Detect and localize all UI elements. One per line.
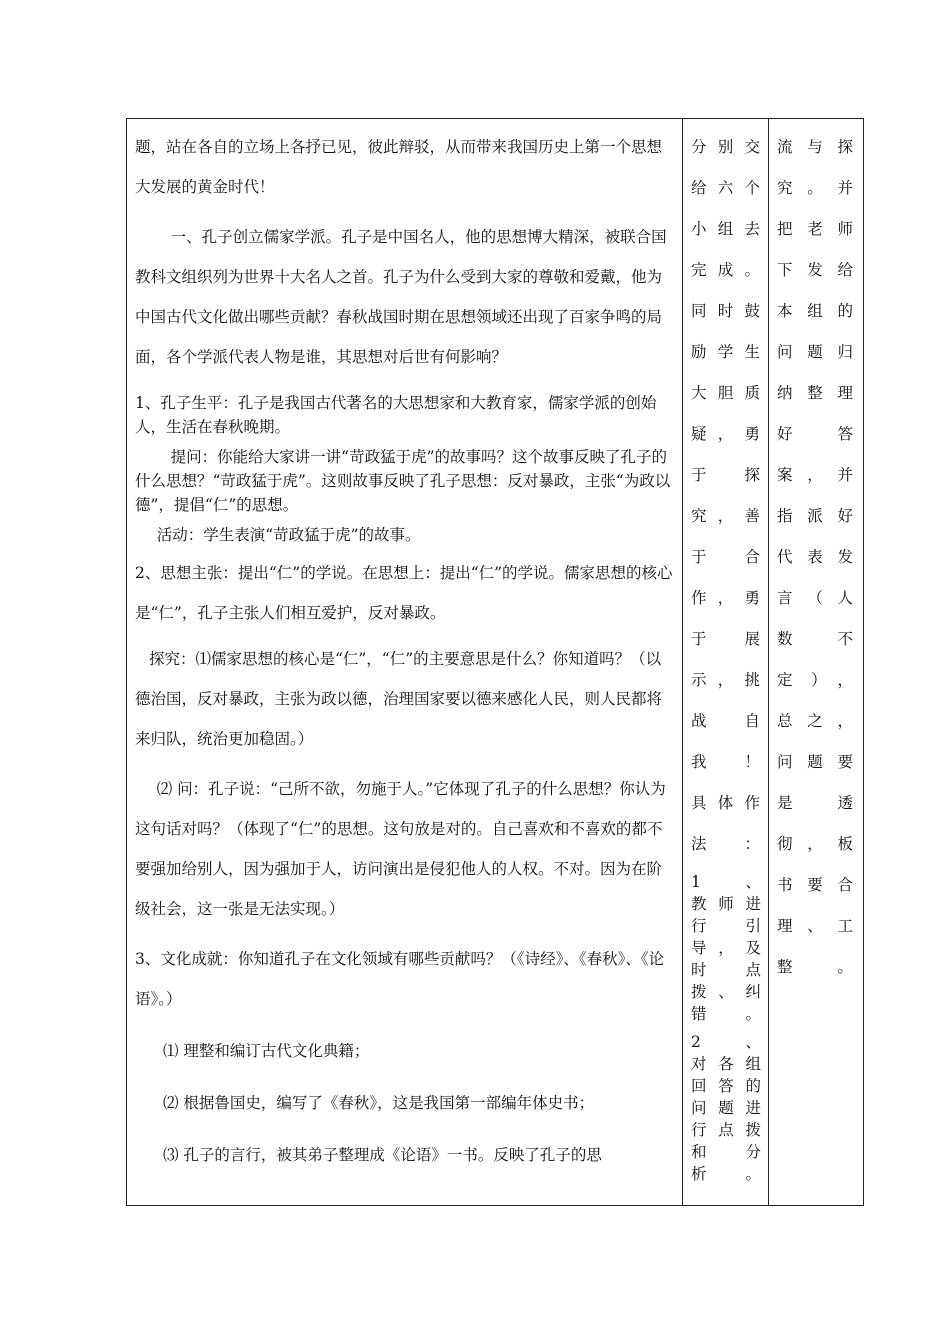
line: 错。 — [691, 1005, 762, 1023]
line: 大胆质 — [691, 384, 762, 402]
line: 纳整理 — [777, 384, 855, 402]
line: 下发给 — [777, 261, 855, 279]
line: 数 不 — [777, 630, 855, 648]
line: 究。并 — [777, 179, 855, 197]
list-item: ⑶ 孔子的言行，被其弟子整理成《论语》一书。反映了孔子的思 — [163, 1146, 602, 1164]
paragraph-thought: 2、思想主张：提出“仁”的学说。在思想上：提出“仁”的学说。儒家思想的核心是“仁”，孔子主张人们相互爱护，反对暴政。 — [135, 564, 673, 622]
line: 拨、纠 — [691, 983, 762, 1001]
line: 同时鼓 — [691, 302, 762, 320]
method-step-two — [691, 1031, 762, 1185]
line: 2 、 — [691, 1033, 762, 1051]
line: 时 点 — [691, 961, 762, 979]
line: 问题进 — [691, 1099, 762, 1117]
line: 于 合 — [691, 548, 762, 566]
list-item: ⑴ 理整和编订古代文化典籍； — [163, 1042, 370, 1060]
paragraph-question-two: ⑵ 问：孔子说：“己所不欲，勿施于人。”它体现了孔子的什么思想？你认为这句话对吗？（体现了“仁”的思想。这句放是对的。自己喜欢和不喜欢的都不要强加给别人，因为强加于人，访问演出是侵犯他人的人权。不对。因为在阶级社会，这一张是无法实现。） — [135, 780, 666, 918]
line: 法： — [691, 835, 762, 853]
list-item: ⑵ 根据鲁国史，编写了《春秋》，这是我国第一部编年体史书； — [163, 1094, 595, 1112]
paragraph-section-one: 一、孔子创立儒家学派。孔子是中国名人，他的思想博大精深，被联合国教科文组织列为世界十大名人之首。孔子为什么受到大家的尊敬和爱戴，他为中国古代文化做出哪些贡献？春秋战国时期在思想领域还出现了百家争鸣的局面，各个学派代表人物是谁，其思想对后世有何影响？ — [135, 228, 667, 366]
line: 于 探 — [691, 466, 762, 484]
line: 完成。 — [691, 261, 762, 279]
line: 给六个 — [691, 179, 762, 197]
line: 示，挑 — [691, 671, 762, 689]
line: 指派好 — [777, 507, 855, 525]
method-step-one — [691, 871, 762, 1025]
paragraph-inquiry: 探究：⑴儒家思想的核心是“仁”，“仁”的主要意思是什么？你知道吗？（以德治国，反对暴政，主张为政以德，治理国家要以德来感化人民，则人民都将来归队，统治更加稳固。） — [135, 650, 663, 748]
line: 导，及 — [691, 939, 762, 957]
line: 问题归 — [777, 343, 855, 361]
line: 疑，勇 — [691, 425, 762, 443]
line: 书要合 — [777, 876, 855, 894]
line: 我！ — [691, 753, 762, 771]
paragraph-intro-continued: 题，站在各自的立场上各抒已见，彼此辩驳，从而带来我国历史上第一个思想大发展的黄金时代！ — [135, 138, 663, 196]
line: 究，善 — [691, 507, 762, 525]
line: 本组的 — [777, 302, 855, 320]
line: 励学生 — [691, 343, 762, 361]
line: 是 透 — [777, 794, 855, 812]
line: 言（人 — [777, 589, 855, 607]
line: 小组去 — [691, 220, 762, 238]
lesson-plan-table — [126, 118, 864, 1206]
paragraph-confucius-life: 1、孔子生平：孔子是我国古代著名的大思想家和大教育家，儒家学派的创始人，生活在春秋晚期。 — [135, 394, 657, 436]
line: 分别交 — [691, 138, 762, 156]
line: 整。 — [777, 958, 855, 976]
line: 流与探 — [777, 138, 855, 156]
line: 回答的 — [691, 1077, 762, 1095]
paragraph-culture: 3、文化成就：你知道孔子在文化领域有哪些贡献吗？（《诗经》、《春秋》、《论语》。） — [135, 950, 665, 1008]
line: 教师进 — [691, 895, 762, 913]
line: 作，勇 — [691, 589, 762, 607]
line: 代表发 — [777, 548, 855, 566]
line: 析。 — [691, 1165, 762, 1183]
line: 1 、 — [691, 873, 762, 891]
line: 行点拨 — [691, 1121, 762, 1139]
line: 好 答 — [777, 425, 855, 443]
line: 和 分 — [691, 1143, 762, 1161]
line: 把老师 — [777, 220, 855, 238]
line: 战 自 — [691, 712, 762, 730]
line: 定）， — [777, 671, 855, 689]
teaching-content-cell — [127, 119, 683, 1206]
line: 理、工 — [777, 917, 855, 935]
student-activity-cell — [769, 119, 864, 1206]
table-row — [127, 119, 864, 1206]
line: 具体作 — [691, 794, 762, 812]
line: 行 引 — [691, 917, 762, 935]
line: 彻，板 — [777, 835, 855, 853]
paragraph-activity: 活动：学生表演“苛政猛于虎”的故事。 — [156, 526, 421, 544]
line: 问题要 — [777, 753, 855, 771]
paragraph-question: 提问：你能给大家讲一讲“苛政猛于虎”的故事吗？这个故事反映了孔子的什么思想？“苛政猛于虎”。这则故事反映了孔子思想：反对暴政，主张“为政以德”，提倡“仁”的思想。 — [135, 448, 671, 514]
line: 于 展 — [691, 630, 762, 648]
line: 总之， — [777, 712, 855, 730]
line: 案，并 — [777, 466, 855, 484]
teacher-activity-cell — [683, 119, 769, 1206]
line: 对各组 — [691, 1055, 762, 1073]
